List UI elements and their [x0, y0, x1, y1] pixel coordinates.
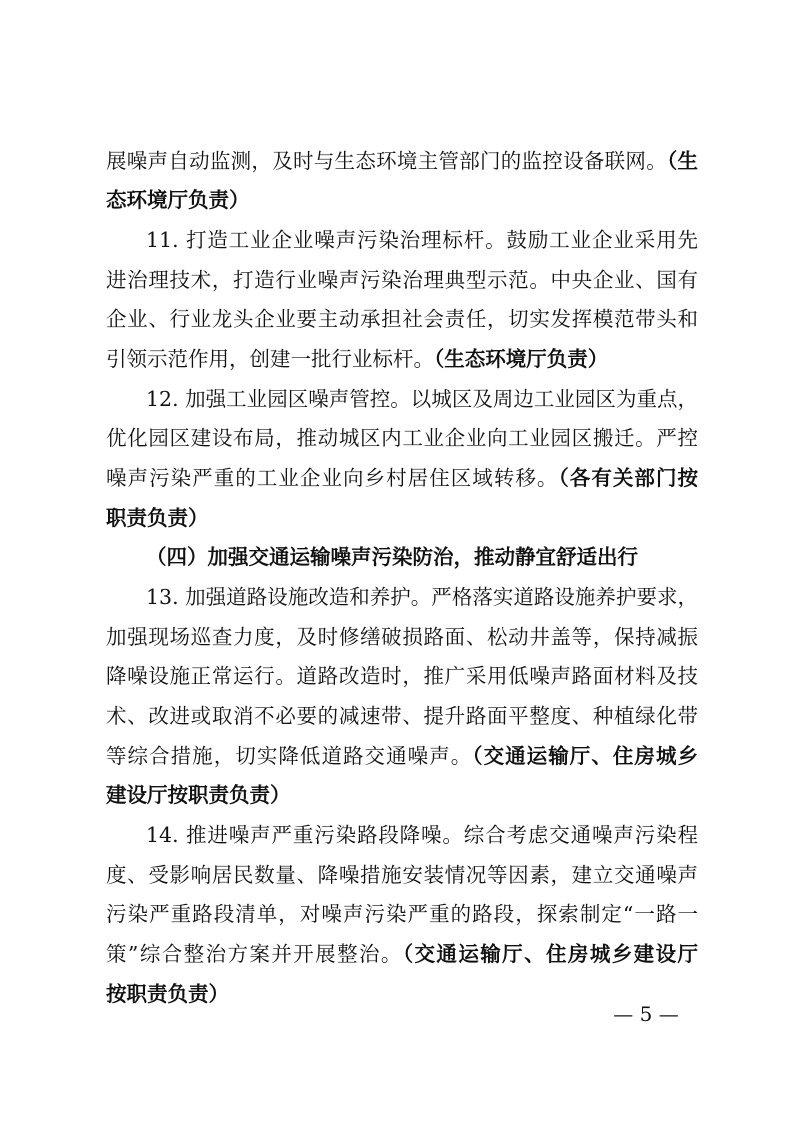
text-line-20	[106, 899, 698, 929]
responsibility-note: （生态环境厅负责）	[434, 347, 609, 371]
text-line-21	[106, 939, 698, 969]
text-line-17	[106, 780, 698, 810]
body-text: 12. 加强工业园区噪声管控。以城区及周边工业园区为重点，	[146, 387, 698, 411]
body-text: 企业、行业龙头企业要主动承担社会责任，切实发挥模范带头和	[106, 307, 698, 331]
body-text: 11. 打造工业企业噪声污染治理标杆。鼓励工业企业采用先	[146, 228, 698, 252]
text-line-8	[106, 423, 698, 453]
responsibility-note: （生	[666, 149, 698, 173]
text-line-5	[106, 304, 698, 334]
body-text: 引领示范作用，创建一批行业标杆。	[106, 347, 434, 371]
text-line-1	[106, 146, 698, 176]
body-text: 污染严重路段清单，对噪声污染严重的路段，探索制定“一路一	[106, 902, 698, 926]
text-line-14	[106, 661, 698, 691]
responsibility-note: 职责负责）	[106, 506, 209, 530]
text-line-2	[106, 185, 698, 215]
body-text: 13. 加强道路设施改造和养护。严格落实道路设施养护要求，	[146, 585, 698, 609]
responsibility-note: 按职责负责）	[106, 982, 229, 1006]
text-line-12	[146, 582, 698, 612]
body-text: 优化园区建设布局，推动城区内工业企业向工业园区搬迁。严控	[106, 426, 698, 450]
text-line-13	[106, 622, 698, 652]
text-line-16	[106, 741, 698, 771]
body-text: 等综合措施，切实降低道路交通噪声。	[106, 744, 473, 768]
text-line-10	[106, 503, 698, 533]
responsibility-note: 建设厅按职责负责）	[106, 783, 291, 807]
text-line-7	[146, 384, 698, 414]
text-line-19	[106, 860, 698, 890]
body-text: 降噪设施正常运行。道路改造时，推广采用低噪声路面材料及技	[106, 664, 698, 688]
section-heading	[146, 542, 698, 572]
body-text: 噪声污染严重的工业企业向乡村居住区域转移。	[106, 466, 559, 490]
responsibility-note: 态环境厅负责）	[106, 188, 250, 212]
page-number: — 5 —	[613, 1002, 679, 1026]
text-line-9	[106, 463, 698, 493]
body-text: 加强现场巡查力度，及时修缮破损路面、松动井盖等，保持减振	[106, 625, 698, 649]
text-line-15	[106, 701, 698, 731]
responsibility-note: （各有关部门按	[558, 466, 698, 490]
text-line-3	[146, 225, 698, 255]
text-line-4	[106, 265, 698, 295]
body-text: 术、改进或取消不必要的减速带、提升路面平整度、种植绿化带	[106, 704, 698, 728]
body-text: 14. 推进噪声严重污染路段降噪。综合考虑交通噪声污染程	[146, 823, 698, 847]
responsibility-note: （交通运输厅、住房城乡	[472, 744, 698, 768]
body-text: 度、受影响居民数量、降噪措施安装情况等因素，建立交通噪声	[106, 863, 698, 887]
text-line-18	[146, 820, 698, 850]
body-text: 展噪声自动监测，及时与生态环境主管部门的监控设备联网。	[106, 149, 667, 173]
section-heading-text: （四）加强交通运输噪声污染防治，推动静宜舒适出行	[146, 545, 638, 569]
responsibility-note: （交通运输厅、住房城乡建设厅	[402, 942, 698, 966]
body-text: 策”综合整治方案并开展整治。	[106, 942, 403, 966]
body-text: 进治理技术，打造行业噪声污染治理典型示范。中央企业、国有	[106, 268, 698, 292]
text-line-6	[106, 344, 698, 374]
